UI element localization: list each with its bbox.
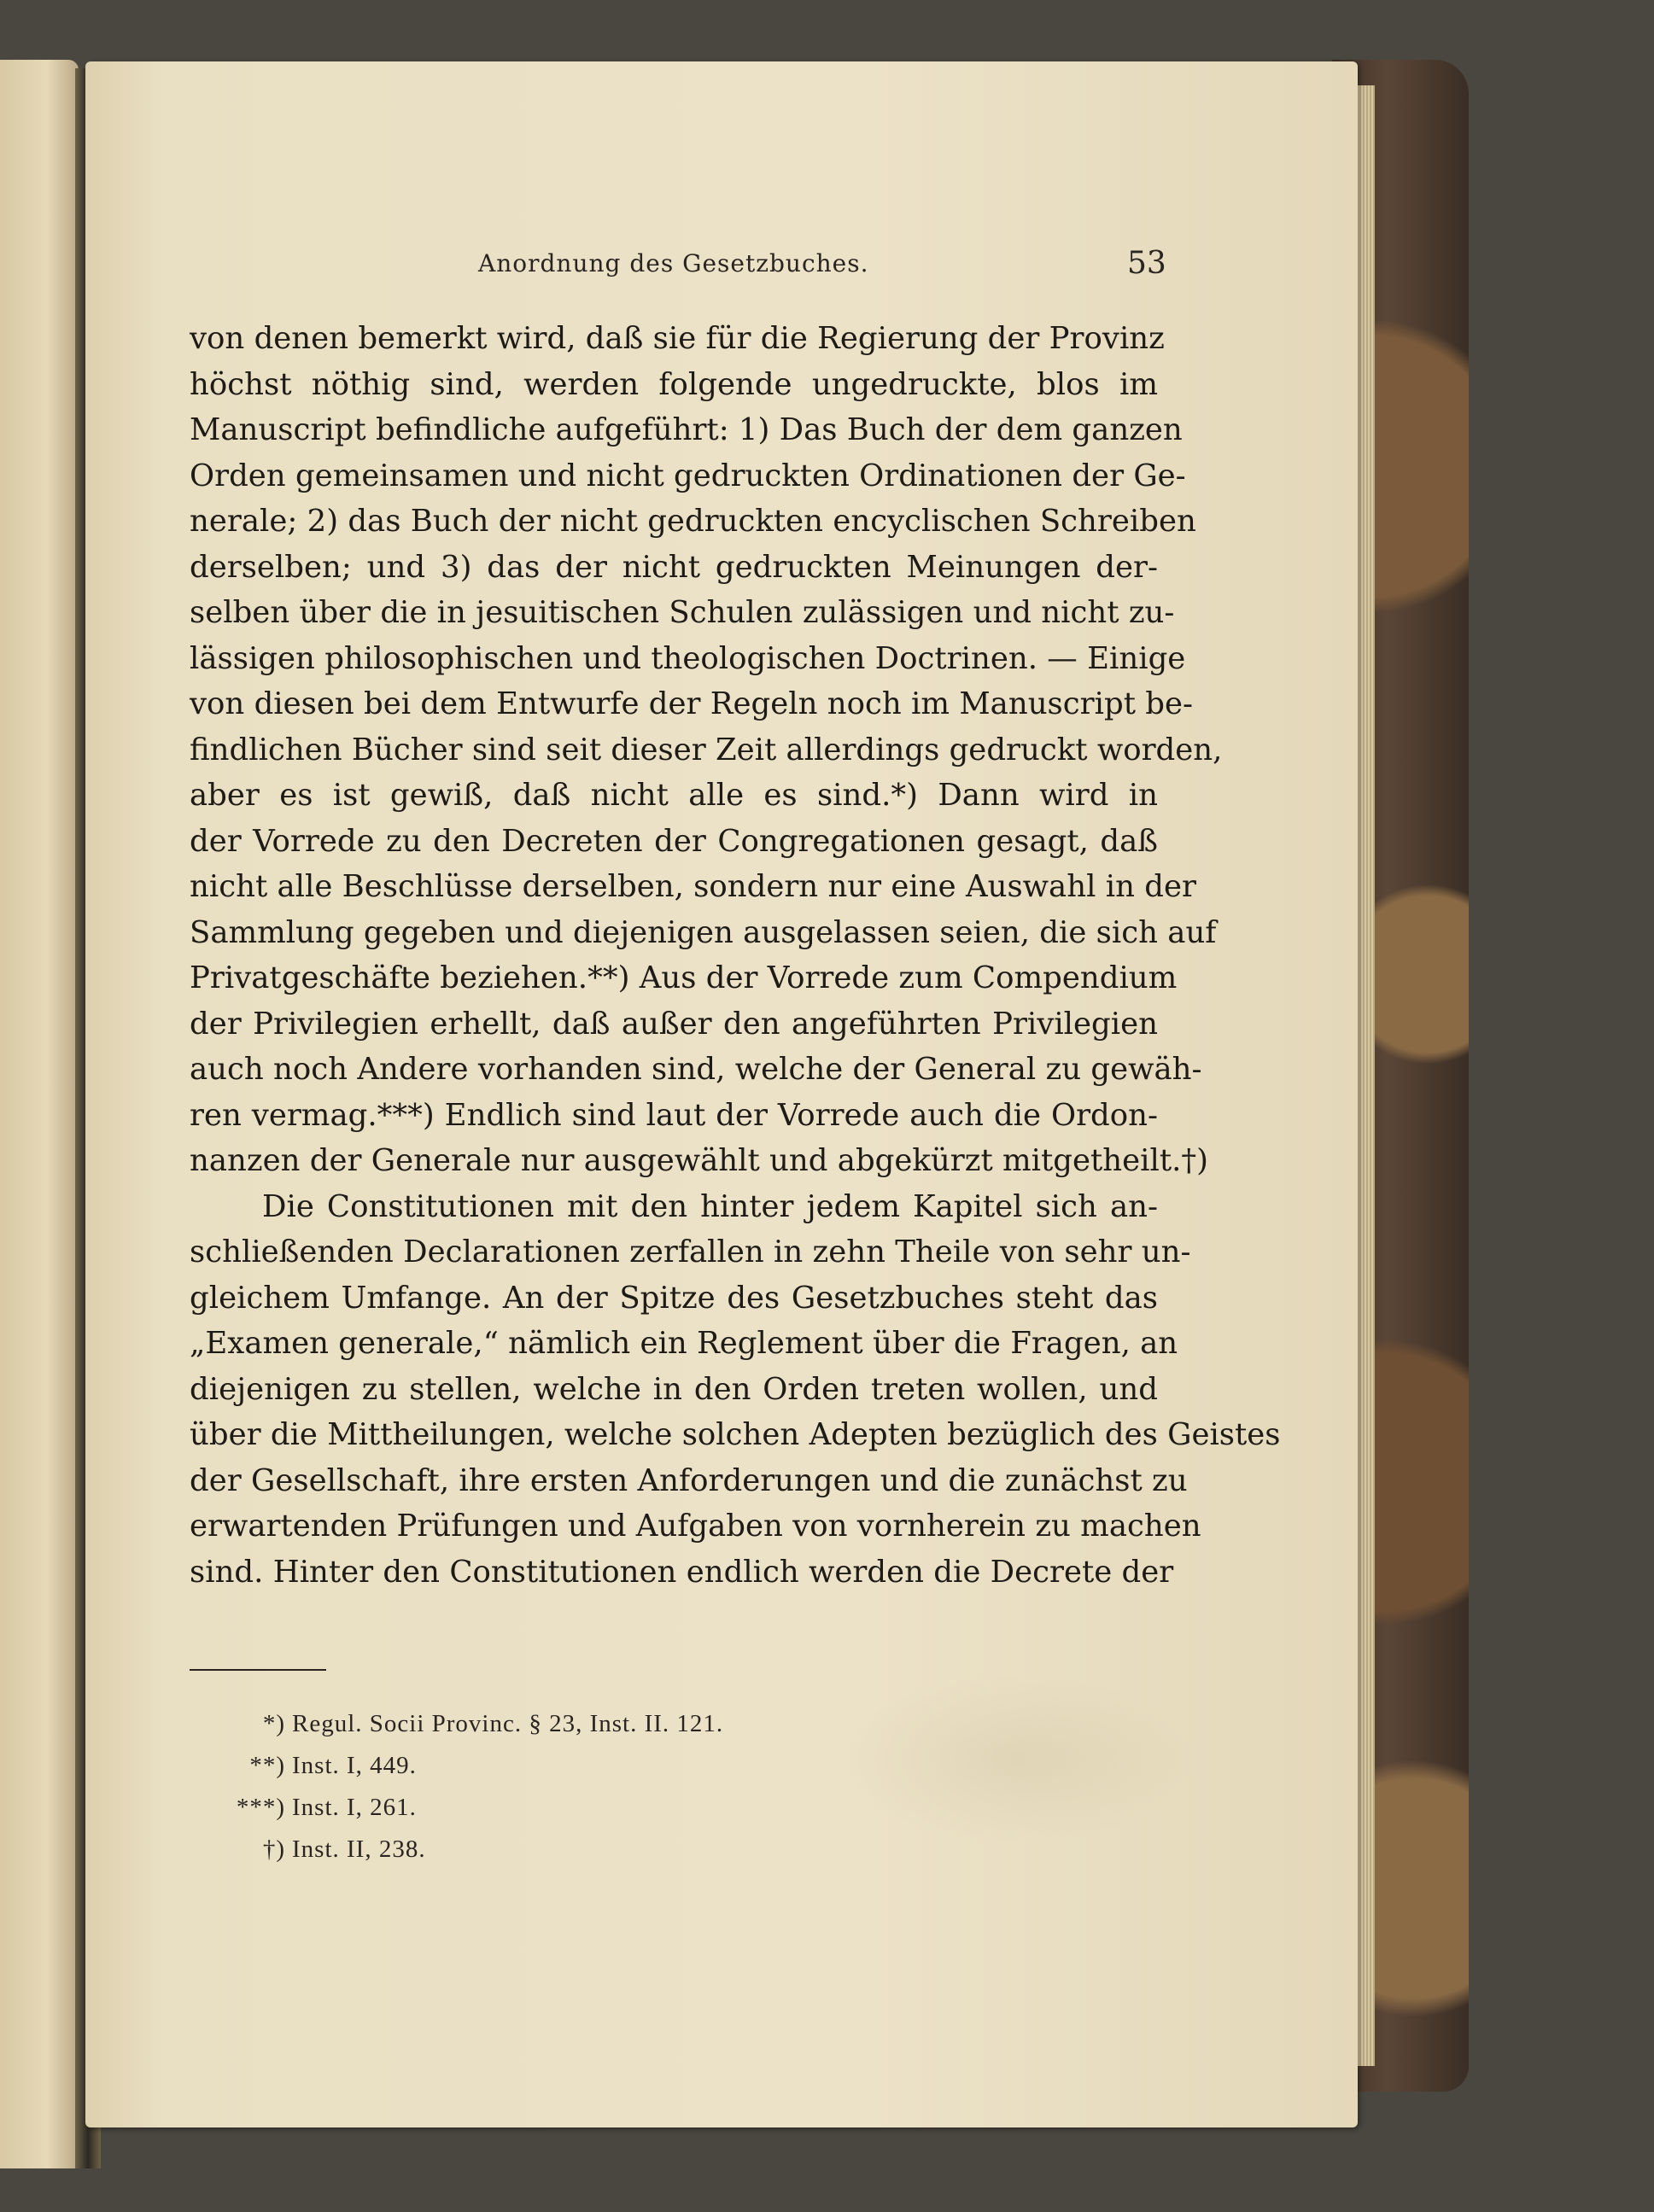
footnote-mark: **) bbox=[249, 1752, 285, 1779]
footnote bbox=[219, 1703, 723, 1745]
text-line: schließenden Declarationen zerfallen in zehn Theile von sehr un- bbox=[190, 1234, 1191, 1269]
footnote-text: Inst. I, 449. bbox=[292, 1752, 417, 1779]
footnote-mark: *) bbox=[262, 1710, 285, 1737]
left-page-edge bbox=[0, 60, 79, 2168]
text-line: auch noch Andere vorhanden sind, welche der General zu gewäh- bbox=[190, 1052, 1202, 1087]
footnote-text: Inst. I, 261. bbox=[292, 1794, 417, 1821]
footnote bbox=[219, 1829, 723, 1871]
footnotes bbox=[219, 1703, 723, 1871]
footnote-rule bbox=[190, 1669, 326, 1671]
text-line: erwartenden Prüfungen und Aufgaben von vornherein zu machen bbox=[190, 1509, 1201, 1544]
text-line: höchst nöthig sind, werden folgende ungedruckte, blos im bbox=[190, 366, 1158, 402]
text-line: Manuscript befindliche aufgeführt: 1) Das Buch der dem ganzen bbox=[190, 412, 1183, 447]
footnote-text: Regul. Socii Provinc. § 23, Inst. II. 121. bbox=[292, 1710, 724, 1737]
text-line: von denen bemerkt wird, daß sie für die Regierung der Provinz bbox=[190, 321, 1165, 356]
text-line: Orden gemeinsamen und nicht gedruckten Ordinationen der Ge- bbox=[190, 458, 1186, 493]
paper-stain bbox=[837, 1673, 1195, 1844]
footnote-mark: ***) bbox=[236, 1794, 285, 1821]
text-line-paragraph-start: Die Constitutionen mit den hinter jedem Kapitel sich an- bbox=[262, 1188, 1158, 1224]
text-line: selben über die in jesuitischen Schulen zulässigen und nicht zu- bbox=[190, 595, 1175, 630]
body-text bbox=[190, 316, 1281, 1595]
text-line: ren vermag.***) Endlich sind laut der Vorrede auch die Ordon- bbox=[190, 1097, 1158, 1133]
footnote bbox=[219, 1745, 723, 1787]
text-line: gleichem Umfange. An der Spitze des Gesetzbuches steht das bbox=[190, 1280, 1158, 1316]
text-line: Privatgeschäfte beziehen.**) Aus der Vorrede zum Compendium bbox=[190, 960, 1178, 995]
text-line: nerale; 2) das Buch der nicht gedruckten encyclischen Schreiben bbox=[190, 504, 1196, 539]
footnote bbox=[219, 1787, 723, 1829]
text-line: lässigen philosophischen und theologischen Doctrinen. — Einige bbox=[190, 640, 1186, 676]
page-number: 53 bbox=[1127, 246, 1166, 281]
text-line: findlichen Bücher sind seit dieser Zeit allerdings gedruckt worden, bbox=[190, 732, 1223, 767]
text-line: Sammlung gegeben und diejenigen ausgelassen seien, die sich auf bbox=[190, 914, 1217, 950]
footnote-text: Inst. II, 238. bbox=[292, 1836, 426, 1863]
text-line: der Vorrede zu den Decreten der Congregationen gesagt, daß bbox=[190, 823, 1158, 859]
text-line: von diesen bei dem Entwurfe der Regeln noch im Manuscript be- bbox=[190, 686, 1193, 721]
text-line: „Examen generale,“ nämlich ein Reglement über die Fragen, an bbox=[190, 1326, 1178, 1361]
text-line: diejenigen zu stellen, welche in den Orden treten wollen, und bbox=[190, 1371, 1158, 1407]
text-line: aber es ist gewiß, daß nicht alle es sind.*) Dann wird in bbox=[190, 778, 1158, 813]
text-line: derselben; und 3) das der nicht gedruckten Meinungen der- bbox=[190, 549, 1158, 585]
text-line: über die Mittheilungen, welche solchen Adepten bezüglich des Geistes bbox=[190, 1417, 1281, 1452]
text-line: der Gesellschaft, ihre ersten Anforderungen und die zunächst zu bbox=[190, 1462, 1188, 1498]
text-line: nanzen der Generale nur ausgewählt und abgekürzt mitgetheilt.†) bbox=[190, 1143, 1209, 1178]
footnote-mark: †) bbox=[262, 1836, 285, 1863]
text-line: der Privilegien erhellt, daß außer den angeführten Privilegien bbox=[190, 1006, 1158, 1042]
text-line: nicht alle Beschlüsse derselben, sondern nur eine Auswahl in der bbox=[190, 869, 1196, 904]
running-head: Anordnung des Gesetzbuches. bbox=[478, 249, 869, 277]
text-line: sind. Hinter den Constitutionen endlich werden die Decrete der bbox=[190, 1554, 1174, 1590]
